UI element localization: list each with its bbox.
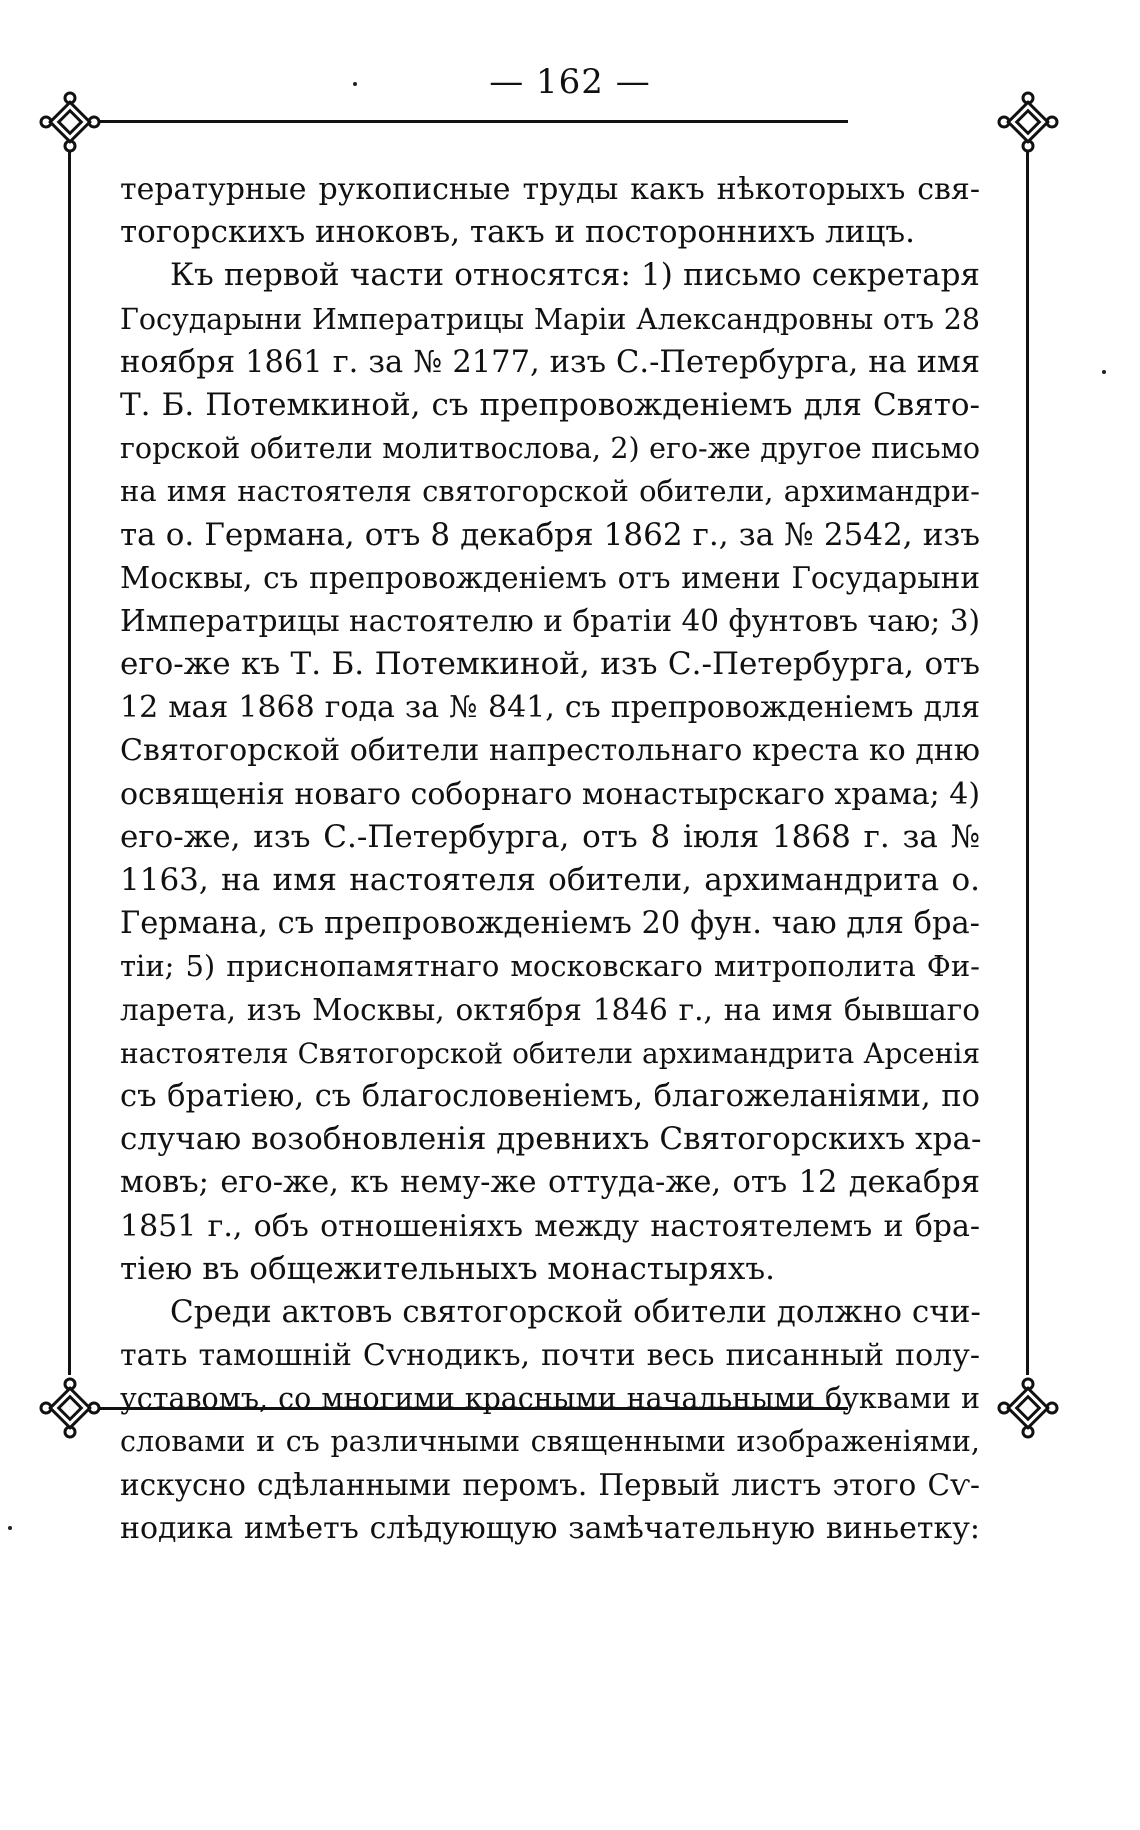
text-line: 12 мая 1868 года за № 841, съ препровожденіемъ для bbox=[120, 690, 980, 726]
celtic-knot-icon bbox=[38, 1376, 102, 1440]
scan-speck bbox=[353, 82, 357, 86]
text-line: тогорскихъ иноковъ, такъ и постороннихъ лицъ. bbox=[120, 214, 915, 251]
celtic-knot-icon bbox=[38, 90, 102, 154]
text-line: тературные рукописные труды какъ нѣкоторыхъ свя- bbox=[120, 172, 980, 207]
text-line: Германа, съ препровожденіемъ 20 фун. чаю для бра- bbox=[120, 906, 980, 942]
text-line: горской обители молитвослова, 2) его-же другое письмо bbox=[120, 432, 980, 466]
text-line: ларета, изъ Москвы, октября 1846 г., на имя бывшаго bbox=[120, 992, 980, 1027]
text-line: его-же, изъ С.-Петербурга, отъ 8 іюля 1868 г. за № bbox=[120, 818, 980, 855]
text-line: настоятеля Святогорской обители архимандрита Арсенія bbox=[120, 1036, 980, 1070]
text-line: тіи; 5) приснопамятнаго московскаго митрополита Фи- bbox=[120, 949, 980, 984]
text-line: ноября 1861 г. за № 2177, изъ С.-Петербурга, на имя bbox=[120, 344, 980, 380]
text-line: Къ первой части относятся: 1) письмо секретаря bbox=[170, 257, 980, 294]
text-line: случаю возобновленія древнихъ Святогорскихъ хра- bbox=[120, 1121, 982, 1158]
text-line: уставомъ, со многими красными начальными буквами и bbox=[120, 1382, 980, 1416]
text-line: Императрицы настоятелю и братіи 40 фунтовъ чаю; 3) bbox=[120, 603, 980, 638]
page-number: — 162 — bbox=[489, 62, 651, 102]
text-line: Среди актовъ святогорской обители должно счи- bbox=[170, 1293, 981, 1330]
frame-right-rule bbox=[1026, 152, 1029, 1375]
text-line: тать тамошній Сѵнодикъ, почти весь писанный полу- bbox=[120, 1338, 980, 1374]
text-line: Святогорской обители напрестольнаго креста ко дню bbox=[120, 733, 980, 769]
celtic-knot-icon bbox=[996, 1376, 1060, 1440]
text-line: Т. Б. Потемкиной, съ препровожденіемъ для Свято- bbox=[120, 386, 980, 423]
text-line: съ братіею, съ благословеніемъ, благожеланіями, по bbox=[120, 1078, 980, 1114]
text-line: нодика имѣетъ слѣдующую замѣчательную виньетку: bbox=[120, 1510, 980, 1546]
frame-left-rule bbox=[68, 152, 71, 1375]
text-line: Москвы, съ препровожденіемъ отъ имени Государыни bbox=[120, 560, 980, 595]
text-line: та о. Германа, отъ 8 декабря 1862 г., за № 2542, изъ bbox=[120, 516, 980, 553]
celtic-knot-icon bbox=[996, 90, 1060, 154]
text-line: искусно сдѣланными перомъ. Первый листъ этого Сѵ- bbox=[120, 1467, 980, 1502]
frame-top-rule bbox=[100, 120, 848, 123]
text-line: его-же къ Т. Б. Потемкиной, изъ С.-Петербурга, отъ bbox=[120, 646, 980, 683]
text-line: 1851 г., объ отношеніяхъ между настоятелемъ и бра- bbox=[120, 1208, 980, 1244]
text-line: мовъ; его-же, къ нему-же оттуда-же, отъ 12 декабря bbox=[120, 1165, 980, 1201]
text-line: освященія новаго соборнаго монастырскаго храма; 4) bbox=[120, 776, 981, 812]
scan-speck bbox=[1102, 370, 1106, 374]
text-line: словами и съ различными священными изображеніями, bbox=[120, 1425, 980, 1459]
body-text bbox=[120, 168, 980, 1550]
text-line: Государыни Императрицы Маріи Александровны отъ 28 bbox=[120, 302, 980, 336]
text-line: на имя настоятеля святогорской обители, архимандри- bbox=[120, 474, 980, 509]
scan-speck bbox=[8, 1526, 12, 1530]
text-line: тіею въ общежительныхъ монастыряхъ. bbox=[120, 1250, 775, 1287]
text-line: 1163, на имя настоятеля обители, архимандрита о. bbox=[120, 862, 980, 898]
